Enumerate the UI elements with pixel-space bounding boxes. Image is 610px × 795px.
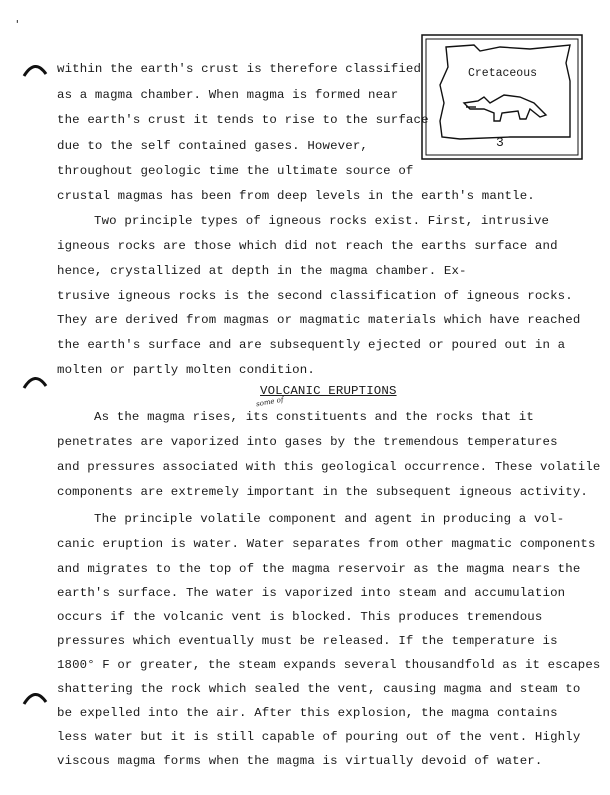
text-line: penetrates are vaporized into gases by the tremendous temperatures: [57, 435, 558, 449]
text-line: hence, crystallized at depth in the magma chamber. Ex-: [57, 264, 467, 278]
text-line: shattering the rock which sealed the vent, causing magma and steam to: [57, 682, 581, 696]
text-line: due to the self contained gases. However,: [57, 139, 369, 153]
text-line: earth's surface. The water is vaporized into steam and accumulation: [57, 586, 566, 600]
binder-hole-mark-middle: [22, 372, 48, 390]
text-line: 1800° F or greater, the steam expands several thousandfold as it escapes: [57, 658, 601, 672]
text-line: pressures which eventually must be released. If the temperature is: [57, 634, 558, 648]
text-line: canic eruption is water. Water separates from other magmatic components: [57, 537, 596, 551]
text-line: within the earth's crust is therefore classified: [57, 62, 422, 76]
text-line: The principle volatile component and agent in producing a vol-: [94, 512, 565, 526]
text-line: be expelled into the air. After this explosion, the magma contains: [57, 706, 558, 720]
text-line: components are extremely important in the subsequent igneous activity.: [57, 485, 588, 499]
text-line: the earth's surface and are subsequently ejected or poured out in a: [57, 338, 566, 352]
text-line: the earth's crust it tends to rise to the surface: [57, 113, 429, 127]
text-line: less water but it is still capable of pouring out of the vent. Highly: [57, 730, 581, 744]
text-line: and pressures associated with this geological occurrence. These volatile: [57, 460, 601, 474]
margin-tick-mark: ': [14, 18, 21, 31]
handwritten-insertion: some of: [255, 395, 285, 409]
text-line: molten or partly molten condition.: [57, 363, 315, 377]
dinosaur-icon: [460, 91, 550, 125]
text-line: trusive igneous rocks is the second classification of igneous rocks.: [57, 289, 573, 303]
text-line: They are derived from magmas or magmatic materials which have reached: [57, 313, 581, 327]
text-line: Two principle types of igneous rocks exist. First, intrusive: [94, 214, 550, 228]
text-line: igneous rocks are those which did not reach the earths surface and: [57, 239, 558, 253]
section-heading: VOLCANIC ERUPTIONS: [260, 384, 397, 398]
text-line: occurs if the volcanic vent is blocked. This produces tremendous: [57, 610, 543, 624]
binder-hole-mark-top: [22, 60, 48, 78]
cretaceous-map-logo: [420, 33, 586, 163]
logo-number: 3: [496, 135, 504, 150]
text-line: As the magma rises, its constituents and the rocks that it: [94, 410, 534, 424]
text-line: as a magma chamber. When magma is formed near: [57, 88, 399, 102]
text-line: throughout geologic time the ultimate source of: [57, 164, 414, 178]
logo-era-label: Cretaceous: [468, 67, 538, 80]
text-line: and migrates to the top of the magma reservoir as the magma nears the: [57, 562, 581, 576]
binder-hole-mark-bottom: [22, 688, 48, 706]
text-line: crustal magmas has been from deep levels in the earth's mantle.: [57, 189, 535, 203]
text-line: viscous magma forms when the magma is virtually devoid of water.: [57, 754, 543, 768]
